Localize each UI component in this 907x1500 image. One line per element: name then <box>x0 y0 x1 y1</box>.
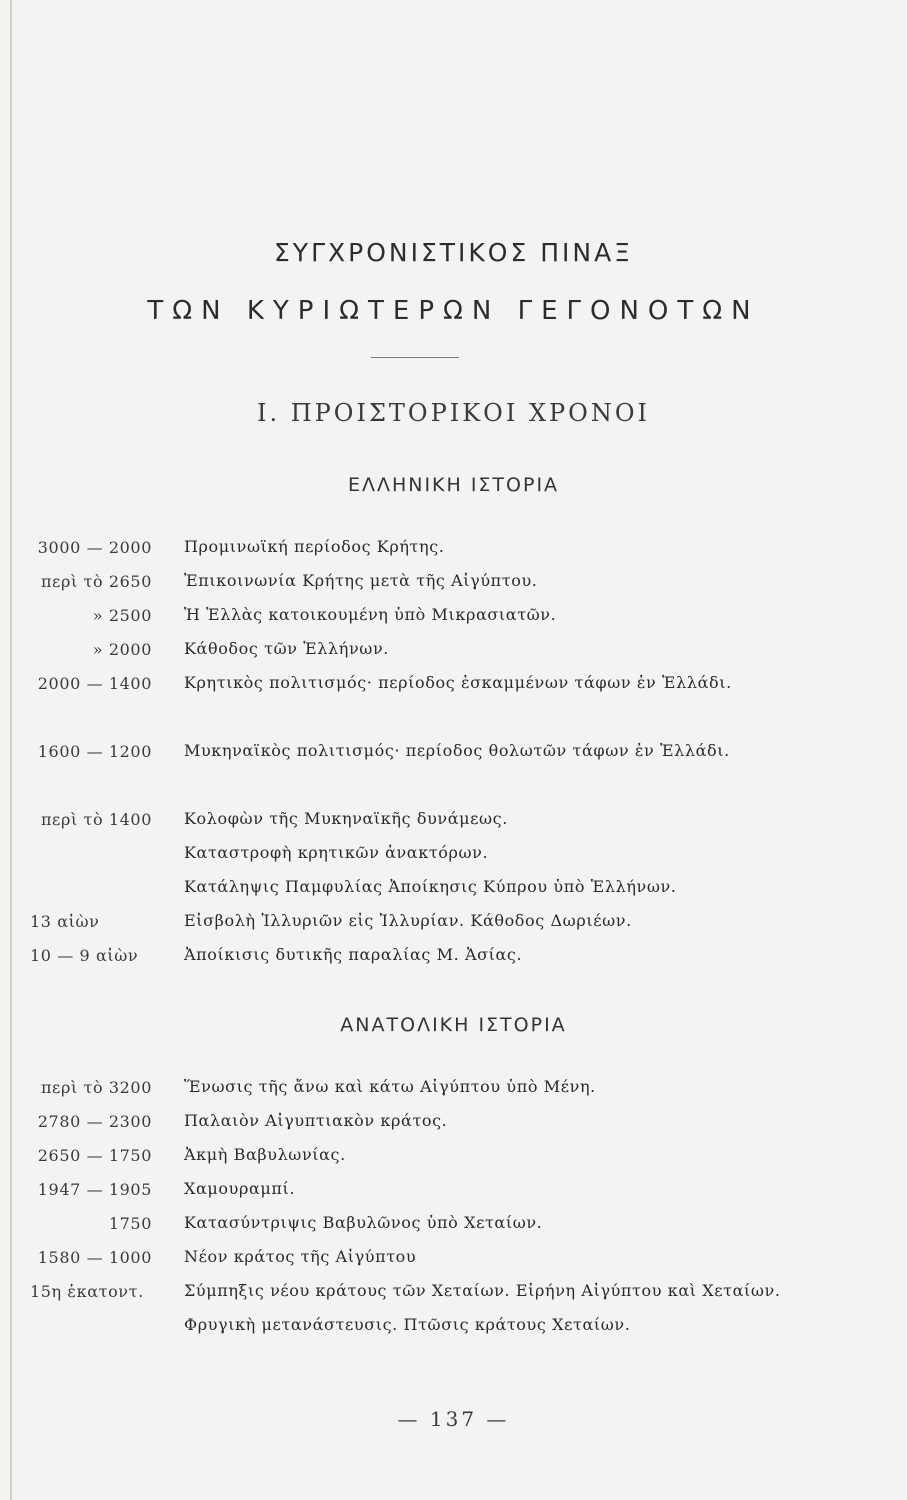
row-event: Μυκηναϊκὸς πολιτισμός· περίοδος θολωτῶν τάφων ἐν Ἑλλάδι. <box>184 741 730 760</box>
row-event: Κρητικὸς πολιτισμός· περίοδος ἐσκαμμένων τάφων ἐν Ἑλλάδι. <box>184 673 732 692</box>
row-event: Σύμπηξις νέου κράτους τῶν Χεταίων. Εἰρήνη Αἰγύπτου καὶ Χεταίων. Φρυγικὴ μετανάστευσις. Πτῶσις κράτους Χεταίων. <box>184 1281 781 1334</box>
table-row <box>0 736 907 804</box>
row-event: Ἐπικοινωνία Κρήτης μετὰ τῆς Αἰγύπτου. <box>184 571 538 590</box>
table-row <box>0 906 907 940</box>
table-row <box>0 668 907 736</box>
table-row <box>0 600 907 634</box>
table-row <box>0 634 907 668</box>
row-date: 1600 — 1200 <box>37 742 152 761</box>
greek-history-table <box>0 532 907 974</box>
row-date: 13 αἰὼν <box>30 912 100 931</box>
table-row <box>0 1106 907 1140</box>
row-event: Νέον κράτος τῆς Αἰγύπτου <box>184 1247 417 1266</box>
row-event: Κάθοδος τῶν Ἑλλήνων. <box>184 639 389 658</box>
row-date: περὶ τὸ 2650 <box>40 572 152 591</box>
section-title-eastern-history: ΑΝΑΤΟΛΙΚΗ ΙΣΤΟΡΙΑ <box>340 1014 567 1036</box>
row-event: Ἀκμὴ Βαβυλωνίας. <box>184 1145 346 1164</box>
row-date: 1947 — 1905 <box>37 1180 152 1199</box>
row-date: 2650 — 1750 <box>37 1146 152 1165</box>
row-date: 15η ἑκατοντ. <box>30 1282 144 1301</box>
row-event: Χαμουραμπί. <box>184 1179 296 1198</box>
row-event: Καταστροφὴ κρητικῶν ἀνακτόρων. <box>184 843 489 862</box>
page-number: — 137 — <box>397 1407 510 1431</box>
eastern-history-table <box>0 1072 907 1378</box>
row-date: 1580 — 1000 <box>37 1248 152 1267</box>
row-event: Προμινωϊκή περίοδος Κρήτης. <box>184 537 445 556</box>
table-row <box>0 532 907 566</box>
table-row <box>0 1242 907 1276</box>
divider-rule <box>371 357 459 358</box>
row-date: 3000 — 2000 <box>37 538 152 557</box>
row-event: Ἡ Ἑλλὰς κατοικουμένη ὑπὸ Μικρασιατῶν. <box>184 605 557 624</box>
table-row <box>0 1140 907 1174</box>
row-event: Παλαιὸν Αἰγυπτιακὸν κράτος. <box>184 1111 448 1130</box>
row-date: περὶ τὸ 1400 <box>40 810 152 829</box>
table-row <box>0 566 907 600</box>
row-event: Ἀποίκισις δυτικῆς παραλίας Μ. Ἀσίας. <box>184 945 523 964</box>
part-title: Ι. ΠΡΟΙΣΤΟΡΙΚΟΙ ΧΡΟΝΟΙ <box>256 399 651 427</box>
row-date: 1750 <box>108 1214 152 1233</box>
row-event: Κατάληψις Παμφυλίας Ἀποίκησις Κύπρου ὑπὸ Ἑλλήνων. <box>184 877 677 896</box>
table-row <box>0 838 907 872</box>
row-date: 2000 — 1400 <box>37 674 152 693</box>
row-date: » 2500 <box>92 606 152 625</box>
row-event: Κατασύντριψις Βαβυλῶνος ὑπὸ Χεταίων. <box>184 1213 543 1232</box>
table-row <box>0 1072 907 1106</box>
row-event: Ἕνωσις τῆς ἄνω καὶ κάτω Αἰγύπτου ὑπὸ Μένη. <box>184 1077 596 1096</box>
row-date: 2780 — 2300 <box>37 1112 152 1131</box>
row-date: 10 — 9 αἰὼν <box>30 946 139 965</box>
table-row <box>0 804 907 838</box>
main-subtitle: ΤΩΝ ΚΥΡΙΩΤΕΡΩΝ ΓΕΓΟΝΟΤΩΝ <box>147 296 760 326</box>
table-row <box>0 872 907 906</box>
table-row <box>0 1174 907 1208</box>
row-event: Κολοφὼν τῆς Μυκηναϊκῆς δυνάμεως. <box>184 809 508 828</box>
row-date: περὶ τὸ 3200 <box>40 1078 152 1097</box>
table-row <box>0 1276 907 1378</box>
section-title-greek-history: ΕΛΛΗΝΙΚΗ ΙΣΤΟΡΙΑ <box>347 474 560 496</box>
main-title: ΣΥΓΧΡΟΝΙΣΤΙΚΟΣ ΠΙΝΑΞ <box>274 238 633 267</box>
row-date: » 2000 <box>92 640 152 659</box>
row-event: Εἰσβολὴ Ἰλλυριῶν εἰς Ἰλλυρίαν. Κάθοδος Δωριέων. <box>184 911 632 930</box>
table-row <box>0 940 907 974</box>
table-row <box>0 1208 907 1242</box>
